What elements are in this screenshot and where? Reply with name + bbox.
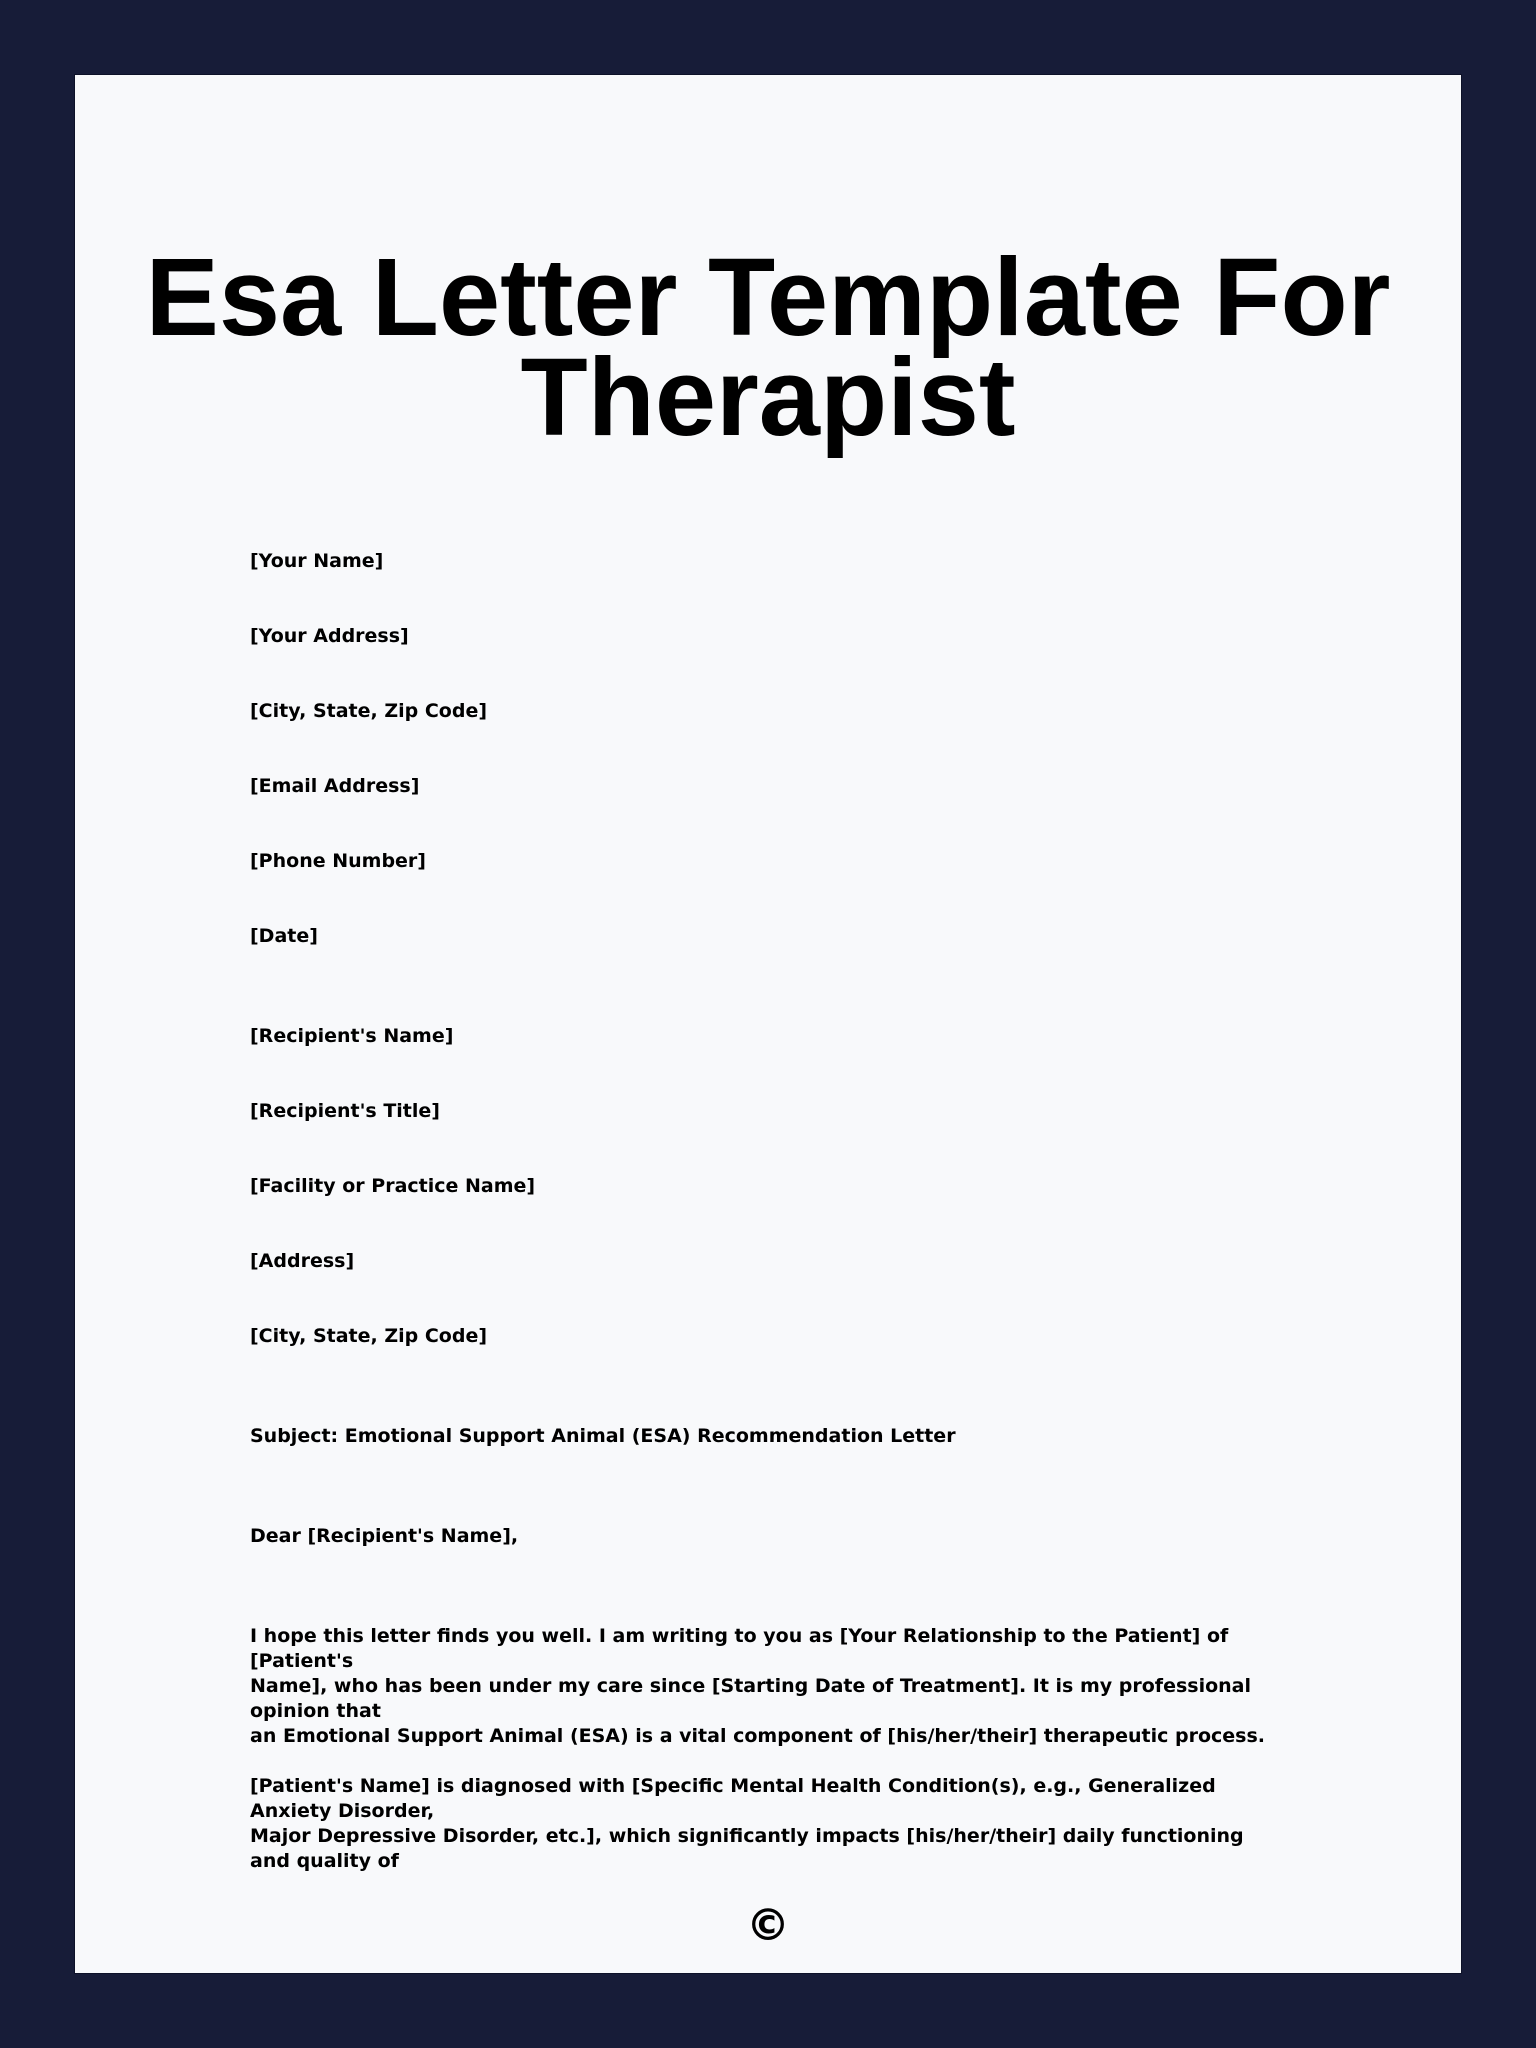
copyright-icon: © <box>746 1900 790 1951</box>
body-paragraph-2 <box>250 1774 1290 1874</box>
document-title: Esa Letter Template For Therapist <box>145 236 1391 459</box>
subject-line: Subject: Emotional Support Animal (ESA) Recommendation Letter <box>250 1425 956 1447</box>
paragraph-line: Major Depressive Disorder, etc.], which significantly impacts [his/her/their] daily functioning and quality of <box>250 1825 1244 1872</box>
salutation: Dear [Recipient's Name], <box>250 1525 519 1547</box>
recipient-name: [Recipient's Name] <box>250 1025 454 1047</box>
recipient-title: [Recipient's Title] <box>250 1100 440 1122</box>
recipient-facility: [Facility or Practice Name] <box>250 1175 536 1197</box>
paragraph-line: Name], who has been under my care since [Starting Date of Treatment]. It is my professional opinion that <box>250 1675 1251 1722</box>
body-paragraph-1 <box>250 1624 1290 1749</box>
paragraph-line: an Emotional Support Animal (ESA) is a vital component of [his/her/their] therapeutic process. <box>250 1725 1265 1747</box>
recipient-address: [Address] <box>250 1250 355 1272</box>
sender-address: [Your Address] <box>250 625 409 647</box>
letter-date: [Date] <box>250 925 318 947</box>
sender-name: [Your Name] <box>250 550 384 572</box>
recipient-city-state-zip: [City, State, Zip Code] <box>250 1325 488 1347</box>
sender-email: [Email Address] <box>250 775 420 797</box>
sender-city-state-zip: [City, State, Zip Code] <box>250 700 488 722</box>
sender-phone: [Phone Number] <box>250 850 426 872</box>
paragraph-line: I hope this letter finds you well. I am writing to you as [Your Relationship to the Patient] of [Patient's <box>250 1625 1229 1672</box>
paragraph-line: [Patient's Name] is diagnosed with [Specific Mental Health Condition(s), e.g., Generalized Anxiety Disorder, <box>250 1775 1216 1822</box>
